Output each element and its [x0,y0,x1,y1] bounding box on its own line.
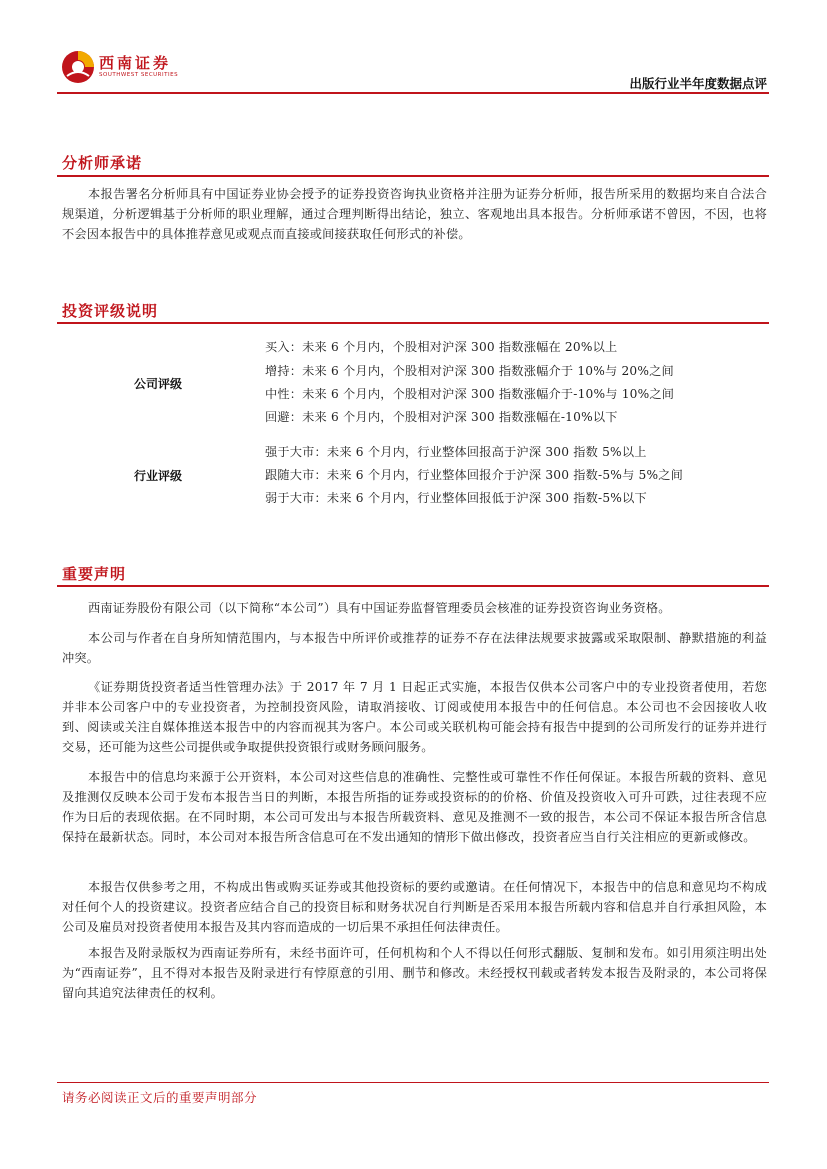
footer-divider [57,1082,769,1083]
footer-notice: 请务必阅读正文后的重要声明部分 [62,1090,258,1105]
industry-rating-inline: 跟随大市：未来 6 个月内，行业整体回报介于沪深 300 指数-5%与 5%之间 [265,468,684,482]
disclaimer-paragraph: 西南证券股份有限公司（以下简称“本公司”）具有中国证券监督管理委员会核准的证券投资咨询业务资格。 [88,601,671,615]
disclaimer-section-divider [57,585,769,587]
disclaimer-paragraph: 本报告及附录版权为西南证券所有，未经书面许可，任何机构和个人不得以任何形式翻版、复制和发布。如引用须注明出处为“西南证券”，且不得对本报告及附录进行有悖原意的引用、删节和修改。未经授权刊载或者转发本报告及附录的，本公司将保留向其追究法律责任的权利。 [62,946,767,1000]
company-rating-avoid: 回避：未来 6 个月内，个股相对沪深 300 指数涨幅在-10%以下 [265,410,618,424]
report-title: 出版行业半年度数据点评 [629,76,767,91]
industry-rating-outperform: 强于大市：未来 6 个月内，行业整体回报高于沪深 300 指数 5%以上 [265,445,647,459]
disclaimer-paragraph: 本报告中的信息均来源于公开资料，本公司对这些信息的准确性、完整性或可靠性不作任何保证。本报告所载的资料、意见及推测仅反映本公司于发布本报告当日的判断，本报告所指的证券或投资标的的价格、价值及投资收入可升可跌，过往表现不应作为日后的表现依据。在不同时期，本公司可发出与本报告所载资料、意见及推测不一致的报告，本公司不保证本报告所含信息保持在最新状态。同时，本公司对本报告所含信息可在不发出通知的情形下做出修改，投资者应当自行关注相应的更新或修改。 [62,770,767,844]
header-divider [57,92,769,94]
company-rating-buy: 买入：未来 6 个月内，个股相对沪深 300 指数涨幅在 20%以上 [265,340,618,354]
company-rating-overweight: 增持：未来 6 个月内，个股相对沪深 300 指数涨幅介于 10%与 20%之间 [265,364,674,378]
analyst-commitment-text: 本报告署名分析师具有中国证券业协会授予的证券投资咨询执业资格并注册为证券分析师，报告所采用的数据均来自合法合规渠道，分析逻辑基于分析师的职业理解，通过合理判断得出结论，独立、客观地出具本报告。分析师承诺不曾因，不因，也将不会因本报告中的具体推荐意见或观点而直接或间接获取任何形式的补偿。 [62,187,767,241]
industry-rating-underperform: 弱于大市：未来 6 个月内，行业整体回报低于沪深 300 指数-5%以下 [265,491,647,505]
important-statement-heading: 重要声明 [62,565,127,583]
analyst-commitment-heading: 分析师承诺 [62,154,143,172]
company-logo [61,48,191,88]
disclaimer-paragraph: 《证券期货投资者适当性管理办法》于 2017 年 7 月 1 日起正式实施，本报告仅供本公司客户中的专业投资者使用，若您并非本公司客户中的专业投资者，为控制投资风险，请取消接收、订阅或使用本报告中的任何信息。本公司也不会因接收人收到、阅读或关注自媒体推送本报告中的内容而视其为客户。本公司或关联机构可能会持有报告中提到的公司所发行的证券并进行交易，还可能为这些公司提供或争取提供投资银行或财务顾问服务。 [62,680,767,754]
disclaimer-paragraph: 本公司与作者在自身所知情范围内，与本报告中所评价或推荐的证券不存在法律法规要求披露或采取限制、静默措施的利益冲突。 [62,631,767,665]
logo-chinese-name: 西南证券 [99,54,172,72]
company-rating-label: 公司评级 [133,377,182,391]
page-header [57,44,769,92]
company-rating-neutral: 中性：未来 6 个月内，个股相对沪深 300 指数涨幅介于-10%与 10%之间 [265,387,675,401]
southwest-securities-logo-icon [61,50,95,84]
industry-rating-label: 行业评级 [133,469,182,483]
logo-english-name: SOUTHWEST SECURITIES [99,72,179,78]
analyst-section-divider [57,175,769,177]
rating-section-divider [57,322,769,324]
disclaimer-paragraph: 本报告仅供参考之用，不构成出售或购买证券或其他投资标的要约或邀请。在任何情况下，本报告中的信息和意见均不构成对任何个人的投资建议。投资者应结合自己的投资目标和财务状况自行判断是否采用本报告所载内容和信息并自行承担风险，本公司及雇员对投资者使用本报告及其内容而造成的一切后果不承担任何法律责任。 [62,880,767,934]
rating-explanation-heading: 投资评级说明 [62,302,159,320]
